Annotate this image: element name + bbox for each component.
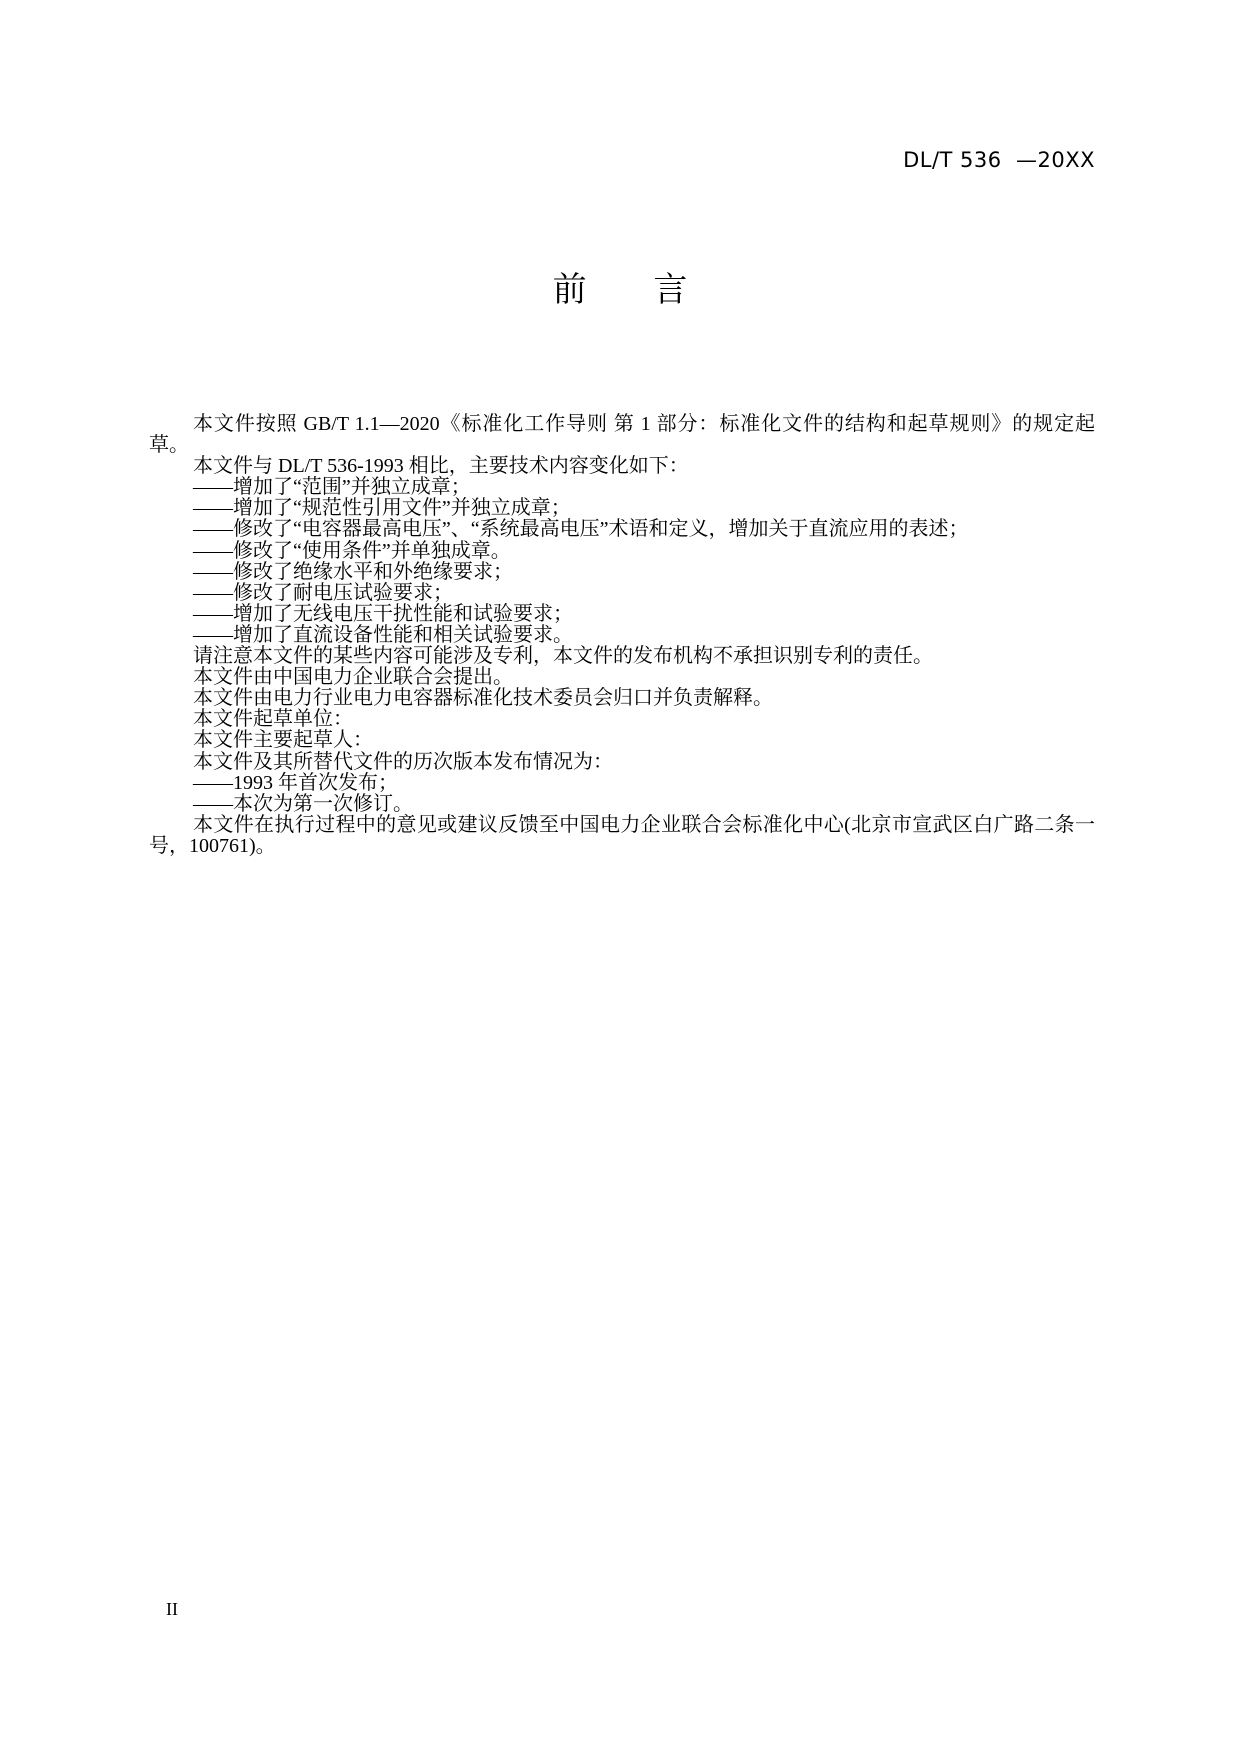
list-item: ——1993 年首次发布； <box>193 771 398 794</box>
page-title: 前 言 <box>552 270 716 310</box>
page-number: II <box>166 1599 178 1619</box>
paragraph: 本文件起草单位： <box>193 708 353 731</box>
paragraph: 本文件与 DL/T 536-1993 相比，主要技术内容变化如下： <box>193 455 689 478</box>
foreword-body <box>149 414 1095 857</box>
paragraph: 本文件在执行过程中的意见或建议反馈至中国电力企业联合会标准化中心(北京市宣武区白广路二条一号，100761)。 <box>149 813 1095 857</box>
paragraph: 本文件主要起草人： <box>193 729 373 752</box>
list-item: ——修改了“电容器最高电压”、“系统最高电压”术语和定义，增加关于直流应用的表述； <box>193 518 969 541</box>
paragraph: 请注意本文件的某些内容可能涉及专利，本文件的发布机构不承担识别专利的责任。 <box>193 645 933 668</box>
list-item: ——增加了无线电压干扰性能和试验要求； <box>193 602 573 625</box>
list-item: ——修改了“使用条件”并单独成章。 <box>193 539 511 562</box>
list-item: ——增加了“规范性引用文件”并独立成章； <box>193 497 571 520</box>
list-item: ——修改了耐电压试验要求； <box>193 581 453 604</box>
list-item: ——修改了绝缘水平和外绝缘要求； <box>193 560 513 583</box>
list-item: ——增加了“范围”并独立成章； <box>193 476 471 499</box>
paragraph: 本文件及其所替代文件的历次版本发布情况为： <box>193 750 613 773</box>
paragraph: 本文件按照 GB/T 1.1—2020《标准化工作导则 第 1 部分：标准化文件的结构和起草规则》的规定起草。 <box>149 413 1095 457</box>
document-code: DL/T 536 —20XX <box>903 148 1095 172</box>
list-item: ——本次为第一次修订。 <box>193 792 413 815</box>
paragraph: 本文件由中国电力企业联合会提出。 <box>193 666 513 689</box>
paragraph: 本文件由电力行业电力电容器标准化技术委员会归口并负责解释。 <box>193 687 773 710</box>
list-item: ——增加了直流设备性能和相关试验要求。 <box>193 623 573 646</box>
